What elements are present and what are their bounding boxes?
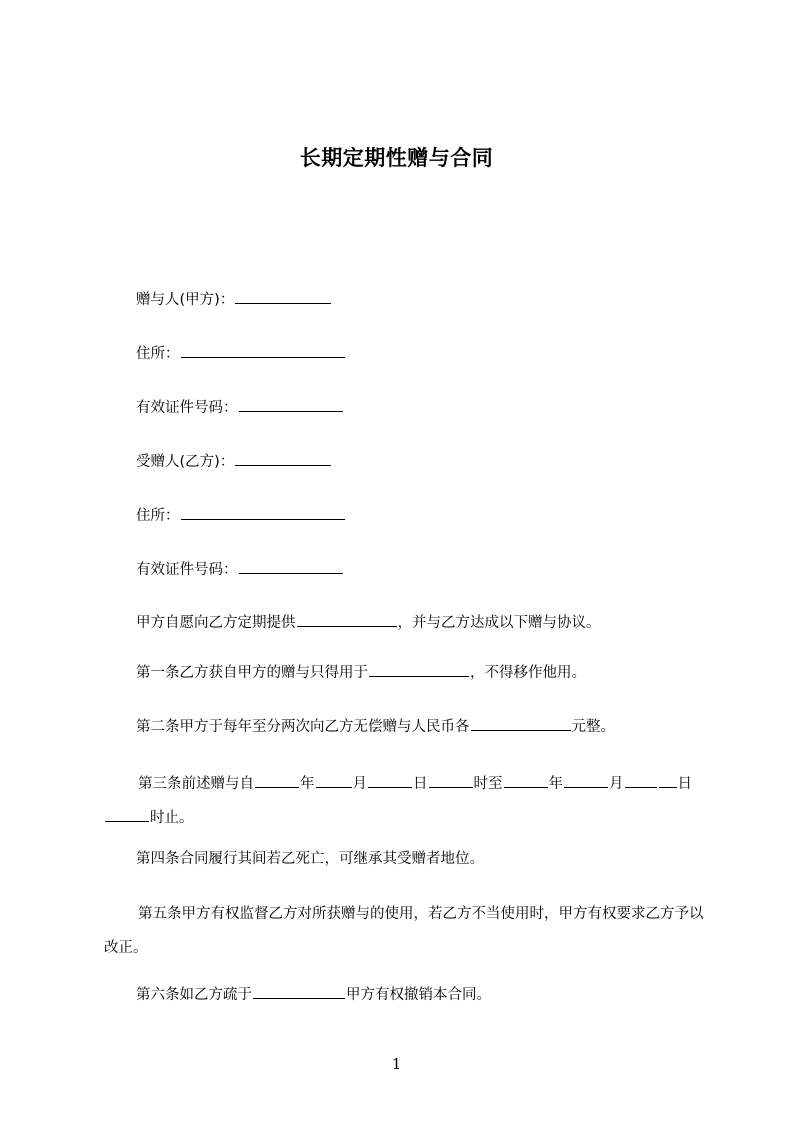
- article-3-month2: 月: [609, 776, 624, 792]
- donee-address-label: 住所：: [136, 508, 180, 524]
- article-6-part2: 甲方有权撤销本合同。: [346, 987, 491, 1003]
- donee-blank: [235, 464, 331, 466]
- article-3-part1: 第三条前述赠与自: [138, 776, 254, 792]
- donor-label: 赠与人(甲方)：: [136, 292, 235, 308]
- article-3-blank-day: [368, 786, 412, 788]
- intro-paragraph: [136, 611, 706, 636]
- article-3: [104, 767, 704, 835]
- donor-address-label: 住所：: [136, 346, 180, 362]
- article-3-day2: 日: [677, 776, 692, 792]
- donor-address-blank: [181, 356, 345, 358]
- article-2-part2: 元整。: [571, 719, 615, 735]
- article-2-blank: [471, 729, 571, 731]
- article-6: [136, 983, 706, 1008]
- document-title: 长期定期性赠与合同: [299, 146, 494, 170]
- donee-id-blank: [239, 572, 343, 574]
- donee-address-blank: [181, 518, 345, 520]
- donee-id-field: [136, 558, 706, 583]
- article-3-blank-day2b: [659, 786, 677, 788]
- article-3-blank-year: [255, 786, 299, 788]
- article-4: [136, 847, 706, 872]
- donor-id-label: 有效证件号码：: [136, 400, 238, 416]
- article-1: [136, 661, 706, 686]
- article-6-part1: 第六条如乙方疏于: [136, 987, 252, 1003]
- article-3-blank-month: [316, 786, 352, 788]
- article-3-blank-day2a: [625, 786, 657, 788]
- article-3-end: 时止。: [150, 810, 194, 826]
- donee-field: [136, 450, 706, 475]
- intro-part2: ，并与乙方达成以下赠与协议。: [397, 615, 601, 631]
- article-3-month: 月: [352, 776, 367, 792]
- donor-address-field: [136, 342, 706, 367]
- article-3-blank-month2: [564, 786, 608, 788]
- intro-part1: 甲方自愿向乙方定期提供: [136, 615, 296, 631]
- donor-field: [136, 288, 706, 313]
- article-6-blank: [253, 997, 345, 999]
- donee-label: 受赠人(乙方)：: [136, 454, 235, 470]
- intro-blank: [297, 625, 397, 627]
- donee-address-field: [136, 504, 706, 529]
- article-3-blank-end: [105, 820, 149, 822]
- article-1-part2: ，不得移作他用。: [470, 665, 586, 681]
- article-1-blank: [369, 675, 469, 677]
- donee-id-label: 有效证件号码：: [136, 562, 238, 578]
- article-5: [104, 897, 704, 965]
- article-3-blank-year2: [504, 786, 548, 788]
- article-2-part1: 第二条甲方于每年至分两次向乙方无偿赠与人民币各: [136, 719, 470, 735]
- article-3-blank-hour: [429, 786, 473, 788]
- article-5-text: 第五条甲方有权监督乙方对所获赠与的使用，若乙方不当使用时，甲方有权要求乙方予以改正。: [104, 906, 704, 956]
- donor-id-blank: [239, 410, 343, 412]
- article-3-year: 年: [300, 776, 315, 792]
- page-number: 1: [391, 1055, 402, 1073]
- article-4-text: 第四条合同履行其间若乙死亡，可继承其受赠者地位。: [136, 851, 484, 867]
- article-3-hour: 时至: [473, 776, 503, 792]
- donor-id-field: [136, 396, 706, 421]
- article-1-part1: 第一条乙方获自甲方的赠与只得用于: [136, 665, 368, 681]
- article-3-day: 日: [413, 776, 428, 792]
- donor-blank: [235, 302, 331, 304]
- article-3-year2: 年: [548, 776, 563, 792]
- article-2: [136, 715, 706, 740]
